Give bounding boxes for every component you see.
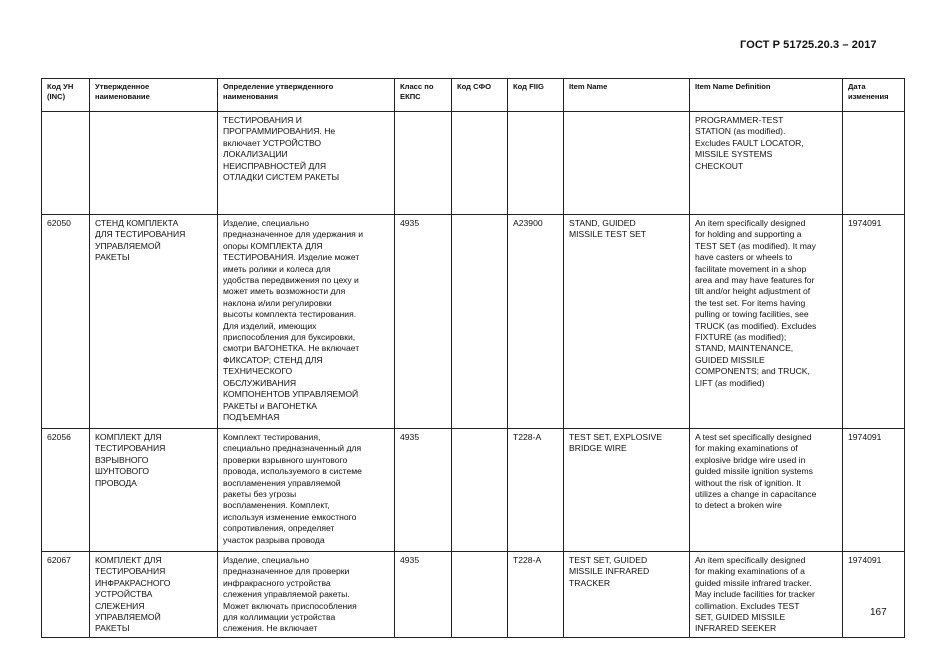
item-name-cell: [564, 112, 690, 215]
approved-name-cell-line: ДЛЯ ТЕСТИРОВАНИЯ: [95, 229, 186, 240]
definition-cell-line: высоты комплекта тестирования.: [223, 309, 357, 320]
table-row: [42, 552, 905, 638]
item-definition-cell-line: facilitate movement in a shop: [695, 263, 807, 274]
item-definition-cell: [690, 429, 843, 552]
item-definition-cell-line: INFRARED SEEKER: [695, 623, 777, 634]
definition-cell-line: специально предназначенный для: [223, 443, 362, 454]
column-header-line: Код УН: [47, 82, 74, 91]
definition-cell-line: ТЕСТИРОВАНИЯ. Изделие может: [223, 252, 360, 263]
fiig-code-cell: [508, 112, 564, 215]
column-header-approved-name: [90, 79, 218, 112]
definition-cell-line: КОМПОНЕНТОВ УПРАВЛЯЕМОЙ: [223, 389, 359, 400]
change-date-cell: [843, 429, 905, 552]
document-standard-id: ГОСТ Р 51725.20.3 – 2017: [740, 39, 877, 51]
item-name-cell: [564, 429, 690, 552]
column-header-line: наименования: [223, 92, 279, 101]
sfo-code-cell: [452, 552, 508, 638]
approved-name-cell-line: УСТРОЙСТВА: [95, 589, 153, 600]
class-cell: [395, 215, 452, 429]
column-header-sfo-code: [452, 79, 508, 112]
item-definition-cell-line: have casters or wheels to: [695, 252, 793, 263]
definition-cell-line: ТЕСТИРОВАНИЯ И: [223, 115, 302, 125]
class-cell-line: 4935: [400, 555, 420, 565]
column-header-line: наименование: [95, 92, 150, 101]
item-definition-cell-line: for holding and supporting a: [695, 229, 802, 240]
item-definition-cell-line: guided missile infrared tracker.: [695, 577, 812, 588]
definition-cell-line: НЕИСПРАВНОСТЕЙ ДЛЯ: [223, 160, 327, 171]
approved-name-cell-line: СЛЕЖЕНИЯ: [95, 600, 145, 611]
item-definition-cell-line: TRUCK (as modified). Excludes: [695, 320, 817, 331]
fiig-code-cell: [508, 215, 564, 429]
column-header-line: Item Name Definition: [695, 82, 771, 91]
item-definition-cell-line: TEST SET (as modified). It may: [695, 240, 816, 251]
approved-name-cell-line: ПРОВОДА: [95, 477, 137, 488]
definition-cell-line: Для изделий, имеющих: [223, 320, 317, 331]
item-definition-cell-line: An item specifically designed: [695, 218, 806, 228]
approved-name-cell-line: КОМПЛЕКТ ДЛЯ: [95, 555, 162, 565]
definition-cell-line: приспособления для буксировки,: [223, 332, 356, 343]
item-definition-cell-line: MISSILE SYSTEMS: [695, 149, 773, 160]
definition-cell-line: предназначенное для удержания и: [223, 229, 364, 240]
definition-cell-line: ОБСЛУЖИВАНИЯ: [223, 377, 297, 388]
class-cell-line: 4935: [400, 218, 420, 228]
approved-name-cell-line: КОМПЛЕКТ ДЛЯ: [95, 432, 162, 442]
definition-cell-line: Комплект тестирования,: [223, 432, 321, 442]
definition-cell-line: предназначенное для проверки: [223, 566, 350, 577]
change-date-cell: [843, 112, 905, 215]
item-definition-cell-line: PROGRAMMER-TEST: [695, 115, 784, 125]
item-name-cell: [564, 552, 690, 638]
class-cell: [395, 429, 452, 552]
item-definition-cell-line: CHECKOUT: [695, 160, 744, 171]
item-definition-cell-line: tilt and/or height adjustment of: [695, 286, 811, 297]
definition-cell-line: ПРОГРАММИРОВАНИЯ. Не: [223, 126, 336, 137]
item-definition-cell-line: the test set. For items having: [695, 297, 806, 308]
item-name-cell-line: TRACKER: [569, 577, 611, 588]
definition-cell-line: ПОДЪЕМНАЯ: [223, 411, 280, 422]
column-header-name-definition: [218, 79, 395, 112]
column-header-line: Утвержденное: [95, 82, 150, 91]
fiig-code-cell-line: T228-A: [513, 432, 542, 442]
column-header-line: Определение утвержденного: [223, 82, 334, 91]
sfo-code-cell: [452, 215, 508, 429]
definition-cell-line: участок разрыва провода: [223, 534, 325, 545]
item-definition-cell-line: to detect a broken wire: [695, 500, 782, 511]
class-cell: [395, 112, 452, 215]
definition-cell-line: используя изменение емкостного: [223, 511, 357, 522]
definition-cell-line: РАКЕТЫ и ВАГОНЕТКА: [223, 400, 318, 411]
definition-cell: [218, 112, 395, 215]
item-definition-cell-line: STATION (as modified).: [695, 126, 786, 137]
definition-cell-line: включает УСТРОЙСТВО: [223, 137, 322, 148]
approved-name-cell: [90, 429, 218, 552]
column-header-line: изменения: [848, 92, 889, 101]
definition-cell-line: для коллимации устройства: [223, 612, 336, 623]
approved-name-cell-line: ВЗРЫВНОГО: [95, 454, 149, 465]
column-header-item-name-definition: [690, 79, 843, 112]
inc-cell: [42, 552, 90, 638]
column-header-line: Класс по: [400, 82, 434, 91]
inc-cell: [42, 112, 90, 215]
definition-cell-line: иметь ролики и колеса для: [223, 263, 331, 274]
change-date-cell: [843, 552, 905, 638]
sfo-code-cell: [452, 112, 508, 215]
definition-cell-line: может иметь возможности для: [223, 286, 346, 297]
item-name-cell-line: MISSILE INFRARED: [569, 566, 650, 577]
table-row: [42, 112, 905, 215]
page-number: 167: [870, 607, 887, 618]
definition-cell-line: инфракрасного устройства: [223, 577, 331, 588]
column-header-line: (INC): [47, 92, 66, 101]
definition-cell-line: ЛОКАЛИЗАЦИИ: [223, 149, 288, 160]
column-header-inc: [42, 79, 90, 112]
inc-cell: [42, 215, 90, 429]
column-header-class: [395, 79, 452, 112]
approved-name-cell-line: РАКЕТЫ: [95, 252, 130, 263]
approved-name-cell-line: СТЕНД КОМПЛЕКТА: [95, 218, 179, 228]
item-name-cell: [564, 215, 690, 429]
definition-cell-line: опоры КОМПЛЕКТА ДЛЯ: [223, 240, 323, 251]
definition-cell-line: ракеты без угрозы: [223, 489, 297, 500]
item-definition-cell-line: collimation. Excludes TEST: [695, 600, 800, 611]
item-definition-cell-line: A test set specifically designed: [695, 432, 812, 442]
definition-cell-line: провода, используемого в системе: [223, 466, 362, 477]
column-header-line: Дата: [848, 82, 866, 91]
definition-cell-line: ОТЛАДКИ СИСТЕМ РАКЕТЫ: [223, 172, 340, 183]
item-definition-cell-line: FIXTURE (as modified);: [695, 332, 787, 343]
item-name-cell-line: STAND, GUIDED: [569, 218, 636, 228]
sfo-code-cell: [452, 429, 508, 552]
definition-cell-line: слежения управляемой ракеты.: [223, 589, 350, 600]
change-date-cell-line: 1974091: [848, 218, 882, 228]
item-definition-cell: [690, 112, 843, 215]
column-header-line: ЕКПС: [400, 92, 421, 101]
definition-cell: [218, 215, 395, 429]
table-row: [42, 429, 905, 552]
fiig-code-cell-line: A23900: [513, 218, 543, 228]
table-row: [42, 215, 905, 429]
item-definition-cell-line: pulling or towing facilities, see: [695, 309, 809, 320]
definition-cell-line: ТЕХНИЧЕСКОГО: [223, 366, 293, 377]
inc-cell: [42, 429, 90, 552]
item-definition-cell-line: guided missile ignition systems: [695, 466, 813, 477]
definition-cell-line: смотри ВАГОНЕТКА. Не включает: [223, 343, 360, 354]
item-definition-cell-line: STAND, MAINTENANCE,: [695, 343, 794, 354]
definition-cell: [218, 552, 395, 638]
item-definition-cell-line: GUIDED MISSILE: [695, 354, 765, 365]
definition-cell-line: сопротивления, определяет: [223, 523, 335, 534]
item-name-cell-line: BRIDGE WIRE: [569, 443, 627, 454]
definition-cell-line: воспламенения управляемой: [223, 477, 341, 488]
column-header-line: Item Name: [569, 82, 608, 91]
item-definition-cell-line: SET, GUIDED MISSILE: [695, 612, 786, 623]
table-body: [42, 112, 905, 638]
item-definition-cell-line: An item specifically designed: [695, 555, 806, 565]
column-header-item-name: [564, 79, 690, 112]
inc-cell-line: 62067: [47, 555, 71, 565]
item-definition-cell-line: for making examinations of: [695, 443, 798, 454]
table-header-row: [42, 79, 905, 112]
approved-name-cell-line: РАКЕТЫ: [95, 623, 130, 634]
approved-name-cell-line: УПРАВЛЯЕМОЙ: [95, 240, 161, 251]
item-definition-cell-line: without the risk of ignition. It: [695, 477, 802, 488]
fiig-code-cell-line: T228-A: [513, 555, 542, 565]
item-definition-cell-line: explosive bridge wire used in: [695, 454, 806, 465]
change-date-cell-line: 1974091: [848, 555, 882, 565]
approved-name-cell-line: ТЕСТИРОВАНИЯ: [95, 443, 166, 454]
approved-name-cell: [90, 552, 218, 638]
change-date-cell: [843, 215, 905, 429]
approved-name-cell-line: ИНФРАКРАСНОГО: [95, 577, 171, 588]
column-header-line: Код FIIG: [513, 82, 544, 91]
item-name-cell-line: MISSILE TEST SET: [569, 229, 647, 240]
column-header-fiig-code: [508, 79, 564, 112]
approved-name-cell-line: ШУНТОВОГО: [95, 466, 150, 477]
definition-cell-line: ФИКСАТОР; СТЕНД ДЛЯ: [223, 354, 323, 365]
item-definition-cell: [690, 552, 843, 638]
definition-cell: [218, 429, 395, 552]
item-definition-cell-line: May include facilities for tracker: [695, 589, 815, 600]
definition-cell-line: воспламенения. Комплект,: [223, 500, 330, 511]
approved-name-cell-line: ТЕСТИРОВАНИЯ: [95, 566, 166, 577]
definition-cell-line: Изделие, специально: [223, 218, 310, 228]
column-header-change-date: [843, 79, 905, 112]
definition-cell-line: Изделие, специально: [223, 555, 310, 565]
class-cell: [395, 552, 452, 638]
definition-cell-line: Может включать приспособления: [223, 600, 357, 611]
item-definition-cell-line: utilizes a change in capacitance: [695, 489, 817, 500]
column-header-line: Код СФО: [457, 82, 491, 91]
definition-cell-line: проверки взрывного шунтового: [223, 454, 348, 465]
item-definition-cell-line: LIFT (as modified): [695, 377, 765, 388]
inc-cell-line: 62050: [47, 218, 71, 228]
inc-cell-line: 62056: [47, 432, 71, 442]
item-name-cell-line: TEST SET, GUIDED: [569, 555, 648, 565]
item-name-cell-line: TEST SET, EXPLOSIVE: [569, 432, 662, 442]
item-definition-cell-line: COMPONENTS; and TRUCK,: [695, 366, 810, 377]
nomenclature-table: [41, 78, 905, 638]
fiig-code-cell: [508, 429, 564, 552]
item-definition-cell-line: area and may have features for: [695, 275, 815, 286]
approved-name-cell: [90, 112, 218, 215]
change-date-cell-line: 1974091: [848, 432, 882, 442]
item-definition-cell-line: for making examinations of a: [695, 566, 805, 577]
fiig-code-cell: [508, 552, 564, 638]
definition-cell-line: удобства передвижения по цеху и: [223, 275, 359, 286]
approved-name-cell: [90, 215, 218, 429]
approved-name-cell-line: УПРАВЛЯЕМОЙ: [95, 612, 161, 623]
item-definition-cell: [690, 215, 843, 429]
definition-cell-line: слежения. Не включает: [223, 623, 318, 634]
class-cell-line: 4935: [400, 432, 420, 442]
item-definition-cell-line: Excludes FAULT LOCATOR,: [695, 137, 804, 148]
definition-cell-line: наклона и/или регулировки: [223, 297, 332, 308]
